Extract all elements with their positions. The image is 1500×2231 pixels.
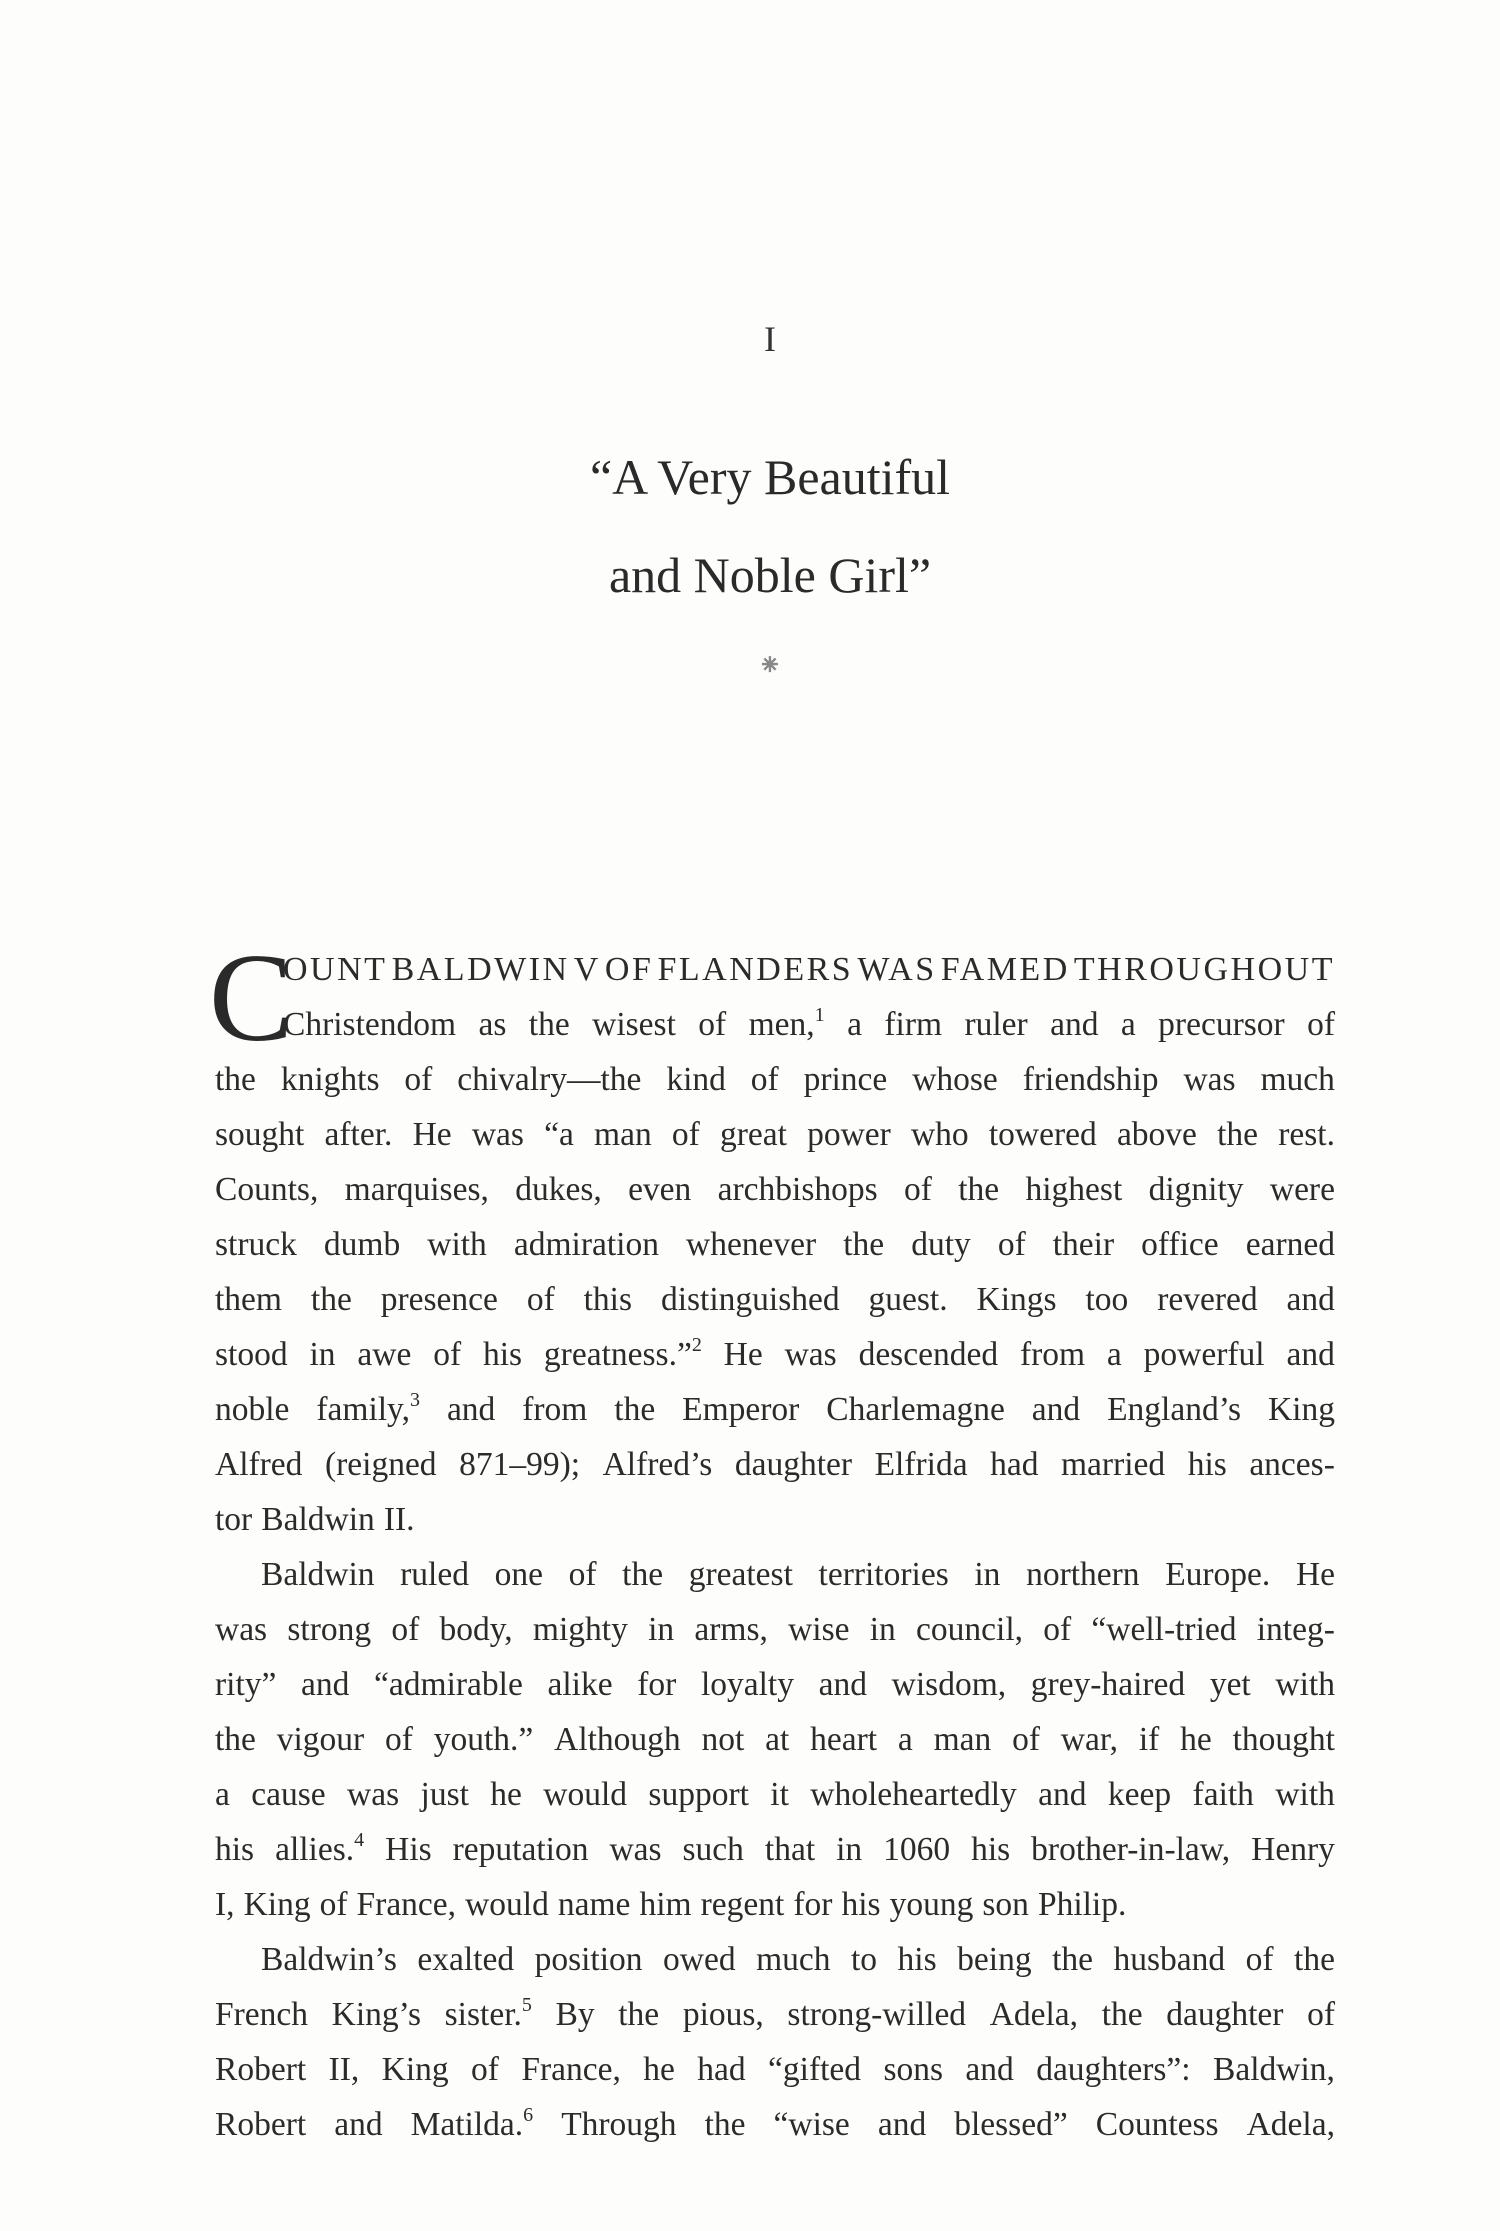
word: with [1275,1776,1335,1813]
word: Alfred [215,1446,303,1483]
word: to [851,1941,878,1978]
word: prince [803,1061,888,1098]
word: King [243,1886,311,1923]
word: power [807,1116,891,1153]
word: son [982,1886,1029,1923]
word: FLANDERS [657,951,854,988]
word: the [622,1556,664,1593]
word: his [1187,1446,1227,1483]
word: alike [547,1666,613,1703]
word: chivalry—the [457,1061,642,1098]
word: who [910,1116,969,1153]
word: FAMED [940,951,1070,988]
text-line [215,1657,1335,1712]
word: marquises, [344,1171,489,1208]
word: married [1061,1446,1166,1483]
word: THROUGHOUT [1073,951,1335,988]
text-line [215,1217,1335,1272]
text-line [215,1107,1335,1162]
word: this [583,1281,633,1318]
text-line [215,1052,1335,1107]
word: husband [1113,1941,1226,1978]
word: one [494,1556,543,1593]
word: of [1043,1611,1072,1648]
word: He [412,1116,452,1153]
word: strong-willed [787,1996,967,2033]
word: in [869,1611,896,1648]
word: noble [215,1391,290,1428]
word: of [526,1281,555,1318]
word: man [933,1721,992,1758]
word: Robert [215,2051,307,2088]
word: greatness.”$^2$ [543,1333,702,1373]
word: war, [1060,1721,1119,1758]
word: were [1269,1171,1335,1208]
word: of [904,1171,932,1208]
word: would [465,1886,549,1923]
word: a [1106,1336,1122,1373]
word: dumb [323,1226,401,1263]
word: guest. [868,1281,948,1318]
word: great [719,1116,787,1153]
word: France, [521,2051,621,2088]
word: distinguished [660,1281,840,1318]
word: of [698,1006,727,1043]
word: vigour [276,1721,365,1758]
word: much [1260,1061,1335,1098]
word: Counts, [215,1171,319,1208]
word: awe [357,1336,412,1373]
word: Philip. [1037,1886,1127,1923]
word: wisdom, [891,1666,1007,1703]
word: King’s [331,1996,422,2033]
word: keep [1107,1776,1172,1813]
word: blessed” [954,2106,1068,2143]
word: ruled [400,1556,469,1593]
word: struck [215,1226,297,1263]
word: of [319,1886,348,1923]
word: Adela, [1246,2106,1335,2143]
word: of [671,1116,700,1153]
word: sister.$^5$ [444,1993,532,2033]
word: II. [383,1501,415,1538]
word: firm [884,1006,943,1043]
word: and [301,1666,350,1703]
word: He [723,1336,763,1373]
text-line [215,1547,1335,1602]
word: a [847,1006,862,1043]
word: dukes, [515,1171,602,1208]
word: allies.$^4$ [275,1828,365,1868]
text-line [215,1162,1335,1217]
word: of [1307,1006,1335,1043]
word: knights [280,1061,380,1098]
word: position [534,1941,643,1978]
text-line [215,1822,1335,1877]
word: and [965,2051,1014,2088]
word: 871–99); [459,1446,581,1483]
word: revered [1157,1281,1258,1318]
word: the [528,1006,570,1043]
text-line [215,1437,1335,1492]
word: in [836,1831,863,1868]
word: grey-haired [1030,1666,1186,1703]
word: support [648,1776,749,1813]
word: name [557,1886,631,1923]
word: daughter [1166,1996,1284,2033]
chapter-body-text [209,929,1335,2152]
word: towered [988,1116,1097,1153]
word: in [309,1336,336,1373]
word: Elfrida [874,1446,968,1483]
word: for [637,1666,677,1703]
text-line [215,997,1335,1052]
word: was [215,1611,268,1648]
word: Robert [215,2106,307,2143]
word: his [841,1886,881,1923]
word: body, [439,1611,513,1648]
word: men,$^1$ [748,1003,825,1043]
word: just [420,1776,469,1813]
text-line [215,2042,1335,2097]
word: Baldwin’s [261,1941,397,1978]
text-line [215,1382,1335,1437]
word: thought [1232,1721,1335,1758]
word: was [1183,1061,1236,1098]
word: not [701,1721,745,1758]
word: “admirable [374,1666,523,1703]
text-line [215,1932,1335,1987]
word: the [1217,1116,1259,1153]
word: if [1138,1721,1160,1758]
word: and [1038,1776,1087,1813]
word: the [704,2106,746,2143]
word: heart [810,1721,878,1758]
word: of [385,1721,413,1758]
text-line [215,1987,1335,2042]
word: and [1031,1391,1081,1428]
word: Alfred’s [602,1446,713,1483]
word: at [765,1721,790,1758]
word: the [1294,1941,1335,1978]
word: strong [287,1611,372,1648]
word: the [958,1171,1000,1208]
word: reputation [452,1831,589,1868]
word: “well-tried [1091,1611,1237,1648]
word: would [543,1776,628,1813]
word: his [971,1831,1011,1868]
word: the [310,1281,352,1318]
word: regent [700,1886,785,1923]
word: OUNT [283,951,388,988]
word: had [697,2051,746,2088]
word: in [974,1556,1001,1593]
word: sons [883,2051,944,2088]
asterism-ornament-icon: ⁕ [757,649,783,682]
word: admiration [513,1226,659,1263]
word: I, [215,1886,235,1923]
word: whose [912,1061,998,1098]
word: the [215,1061,256,1098]
text-line [215,1877,1335,1932]
text-line [215,1272,1335,1327]
word: Although [554,1721,681,1758]
word: above [1116,1116,1197,1153]
word: Matilda.$^6$ [410,2103,534,2143]
word: BALDWIN [391,951,570,988]
word: he [1180,1721,1212,1758]
word: and [446,1391,496,1428]
word: King [1267,1391,1335,1428]
word: them [215,1281,282,1318]
word: of [997,1226,1026,1263]
word: precursor [1158,1006,1285,1043]
word: II, [328,2051,360,2088]
word: his [482,1336,523,1373]
word: (reigned [324,1446,437,1483]
text-line [215,1767,1335,1822]
word: wise [788,1611,850,1648]
word: daughters”: [1036,2051,1191,2088]
word: whenever [686,1226,817,1263]
word: was [784,1336,837,1373]
word: loyalty [700,1666,794,1703]
word: of [404,1061,433,1098]
word: daughter [734,1446,853,1483]
word: young [889,1886,974,1923]
word: the [843,1226,885,1263]
word: owed [663,1941,736,1978]
chapter-title-line-1: “A Very Beautiful [589,449,951,505]
word: duty [911,1226,971,1263]
word: exalted [417,1941,515,1978]
chapter-number: I [764,319,776,359]
word: even [628,1171,692,1208]
word: presence [380,1281,498,1318]
word: as [478,1006,507,1043]
word: of [1012,1721,1040,1758]
word: French [215,1996,309,2033]
text-line [215,1712,1335,1767]
word: faith [1192,1776,1254,1813]
word: it [770,1776,789,1813]
word: Baldwin [261,1501,375,1538]
word: family,$^3$ [316,1388,421,1428]
word: and [1286,1281,1335,1318]
text-line [215,1327,1335,1382]
word: Kings [976,1281,1057,1318]
word: and [1050,1006,1099,1043]
word: of [1307,1996,1335,2033]
word: wisest [592,1006,676,1043]
word: was [609,1831,662,1868]
word: a [1120,1006,1136,1043]
word: the [1052,1941,1093,1978]
word: greatest [688,1556,793,1593]
word: and [877,2106,927,2143]
word: Europe. [1165,1556,1271,1593]
word: and [334,2106,383,2143]
word: Baldwin [261,1556,375,1593]
word: yet [1209,1666,1251,1703]
word: tor [215,1501,253,1538]
word: of [471,2051,499,2088]
word: wholeheartedly [810,1776,1017,1813]
word: V [573,951,601,988]
word: youth.” [433,1721,534,1758]
word: ances- [1249,1446,1335,1483]
word: the [1101,1996,1143,2033]
word: France, [356,1886,457,1923]
word: him [639,1886,692,1923]
word: England’s [1107,1391,1242,1428]
word: arms, [694,1611,768,1648]
text-line [215,1602,1335,1657]
text-line [215,942,1335,997]
word: had [990,1446,1039,1483]
word: with [427,1226,487,1263]
word: rity” [215,1666,277,1703]
word: OF [604,951,654,988]
word: council, [916,1611,1024,1648]
word: was [347,1776,400,1813]
word: of [433,1336,462,1373]
word: after. [324,1116,393,1153]
word: Charlemagne [826,1391,1005,1428]
word: stood [215,1336,288,1373]
word: descended [858,1336,999,1373]
word: He [1295,1556,1335,1593]
word: the [618,1996,660,2033]
text-line [215,2097,1335,2152]
word: from [522,1391,588,1428]
word: Christendom [283,1006,457,1043]
word: he [490,1776,522,1813]
word: “gifted [768,2051,862,2088]
word: 1060 [883,1831,951,1868]
word: Emperor [682,1391,800,1428]
drop-cap: C [209,929,294,1068]
word: kind [666,1061,726,1098]
word: mighty [532,1611,628,1648]
word: rest. [1278,1116,1335,1153]
chapter-title [0,428,1500,624]
word: his [215,1831,255,1868]
word: northern [1026,1556,1140,1593]
word: “a [544,1116,574,1153]
word: much [756,1941,831,1978]
word: archbishops [717,1171,878,1208]
word: King [381,2051,449,2088]
word: friendship [1022,1061,1159,1098]
word: By [555,1996,595,2033]
word: the [215,1721,256,1758]
word: territories [818,1556,949,1593]
word: “wise [773,2106,850,2143]
word: that [764,1831,816,1868]
chapter-title-line-2: and Noble Girl” [608,547,932,603]
word: Countess [1095,2106,1219,2143]
word: His [385,1831,432,1868]
word: man [594,1116,652,1153]
word: in [648,1611,675,1648]
word: highest [1025,1171,1123,1208]
word: and [1286,1336,1335,1373]
word: cause [251,1776,326,1813]
word: office [1141,1226,1219,1263]
word: Henry [1251,1831,1335,1868]
word: such [682,1831,744,1868]
word: pious, [682,1996,764,2033]
word: of [568,1556,597,1593]
word: from [1019,1336,1086,1373]
word: of [1245,1941,1274,1978]
word: of [391,1611,420,1648]
word: powerful [1143,1336,1265,1373]
word: brother-in-law, [1031,1831,1231,1868]
word: he [643,2051,675,2088]
text-line [215,1492,1335,1547]
word: a [215,1776,230,1813]
word: dignity [1148,1171,1244,1208]
word: too [1085,1281,1129,1318]
word: with [1275,1666,1335,1703]
word: sought [215,1116,305,1153]
word: their [1052,1226,1115,1263]
word: Through [561,2106,677,2143]
word: was [471,1116,524,1153]
word: a [897,1721,913,1758]
word: for [793,1886,833,1923]
word: ruler [964,1006,1028,1043]
word: and [818,1666,868,1703]
word: the [614,1391,656,1428]
word: earned [1245,1226,1335,1263]
word: integ- [1256,1611,1335,1648]
word: Adela, [989,1996,1079,2033]
word: being [957,1941,1032,1978]
word: Baldwin, [1213,2051,1335,2088]
word: of [750,1061,779,1098]
word: his [897,1941,937,1978]
word: WAS [857,951,937,988]
